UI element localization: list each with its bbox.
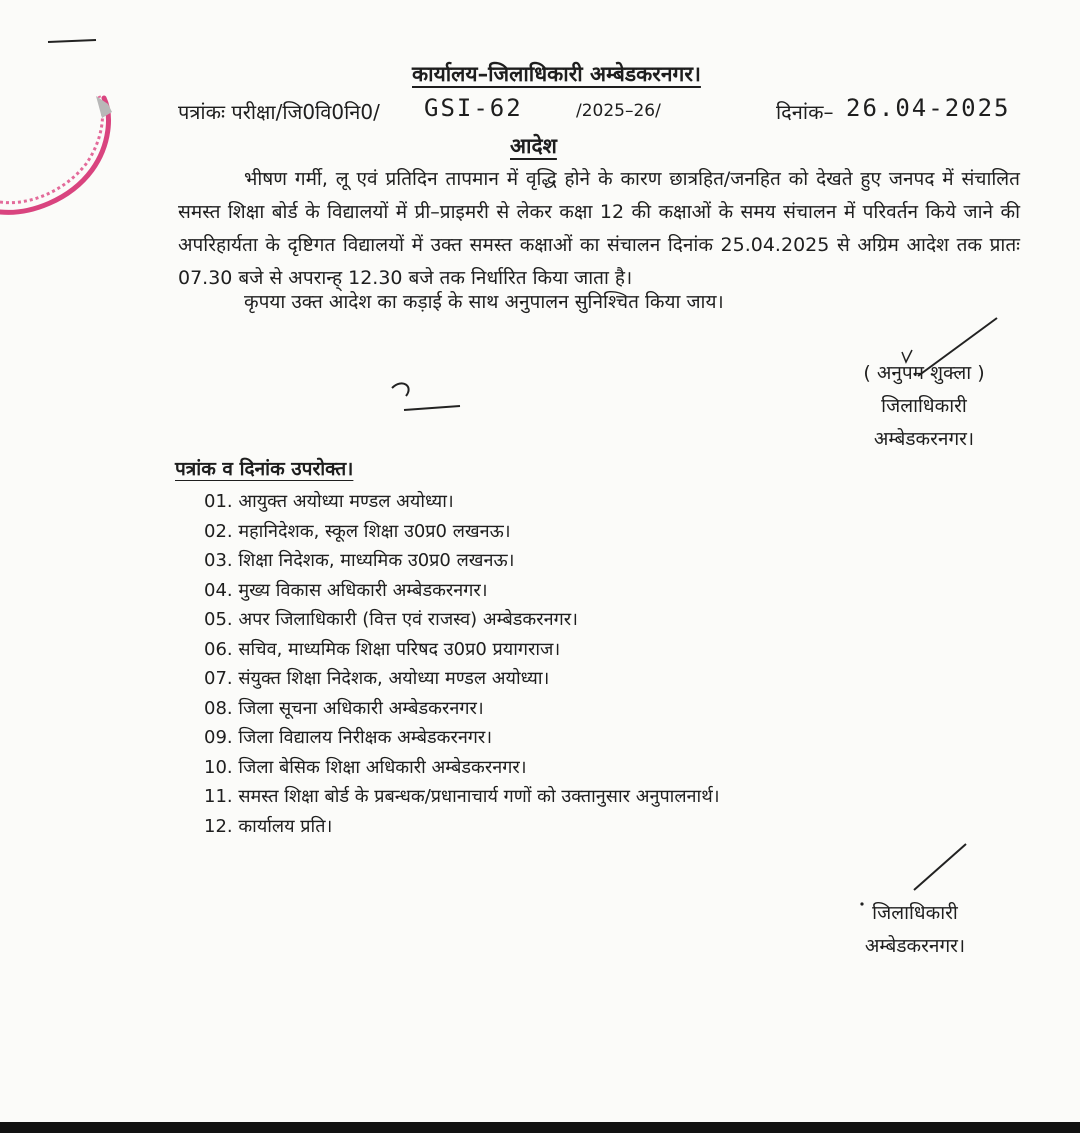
- list-item: 10. जिला बेसिक शिक्षा अधिकारी अम्बेडकरनगर।: [204, 756, 527, 778]
- signatory-designation: जिलाधिकारी: [881, 395, 967, 417]
- list-item: 06. सचिव, माध्यमिक शिक्षा परिषद उ0प्र0 प्रयागराज।: [204, 638, 561, 660]
- date-value: 26.04-2025: [846, 94, 1011, 122]
- reference-number: GSI-62: [424, 94, 523, 122]
- office-title: कार्यालय–जिलाधिकारी अम्बेडकरनगर।: [412, 62, 701, 86]
- bottom-edge: [0, 1122, 1080, 1133]
- list-item: 02. महानिदेशक, स्कूल शिक्षा उ0प्र0 लखनऊ।: [204, 520, 511, 542]
- signature-line: [914, 844, 966, 890]
- list-item: 07. संयुक्त शिक्षा निदेशक, अयोध्या मण्डल अयोध्या।: [204, 668, 550, 689]
- order-heading: आदेश: [510, 134, 557, 158]
- reference-prefix: पत्रांकः परीक्षा/जि0वि0नि0/: [178, 100, 380, 124]
- list-item: 04. मुख्य विकास अधिकारी अम्बेडकरनगर।: [204, 579, 488, 601]
- list-item: 09. जिला विद्यालय निरीक्षक अम्बेडकरनगर।: [204, 727, 493, 748]
- list-item: 12. कार्यालय प्रति।: [204, 815, 333, 837]
- copy-heading: पत्रांक व दिनांक उपरोक्त।: [175, 458, 354, 480]
- date-label: दिनांक–: [776, 100, 834, 124]
- second-signatory-block: [852, 897, 978, 963]
- order-paragraph: भीषण गर्मी, लू एवं प्रतिदिन तापमान में वृद्धि होने के कारण छात्रहित/जनहित को देखते हुए जनपद में संचालित समस्त शिक्षा बोर्ड के विद्यालयों में प्री–प्राइमरी से लेकर कक्षा 12 की कक्षाओं के समय संचालन में परिवर्तन किये जाने की अपरिहार्यता के दृष्टिगत विद्यालयों में उक्त समस्त कक्षाओं का संचालन दिनांक 25.04.2025 से अग्रिम आदेश तक प्रातः 07.30 बजे से अपरान्ह् 12.30 बजे तक निर्धारित किया जाता है।: [178, 168, 1020, 289]
- list-item: 08. जिला सूचना अधिकारी अम्बेडकरनगर।: [204, 697, 484, 719]
- list-item: 05. अपर जिलाधिकारी (वित्त एवं राजस्व) अम्बेडकरनगर।: [204, 609, 578, 630]
- signatory-location: अम्बेडकरनगर।: [873, 428, 975, 450]
- list-item: 11. समस्त शिक्षा बोर्ड के प्रबन्धक/प्रधानाचार्य गणों को उक्तानुसार अनुपालनार्थ।: [204, 786, 720, 807]
- compliance-line: कृपया उक्त आदेश का कड़ाई के साथ अनुपालन सुनिश्चित किया जाय।: [244, 291, 724, 313]
- signatory-location: अम्बेडकरनगर।: [864, 935, 966, 957]
- signatory-designation: जिलाधिकारी: [872, 902, 958, 924]
- list-item: 03. शिक्षा निदेशक, माध्यमिक उ0प्र0 लखनऊ।: [204, 550, 515, 571]
- list-item: 01. आयुक्त अयोध्या मण्डल अयोध्या।: [204, 491, 454, 512]
- signatory-name: ( अनुपम शुक्ला ): [863, 362, 985, 384]
- reference-year: /2025–26/: [576, 101, 661, 121]
